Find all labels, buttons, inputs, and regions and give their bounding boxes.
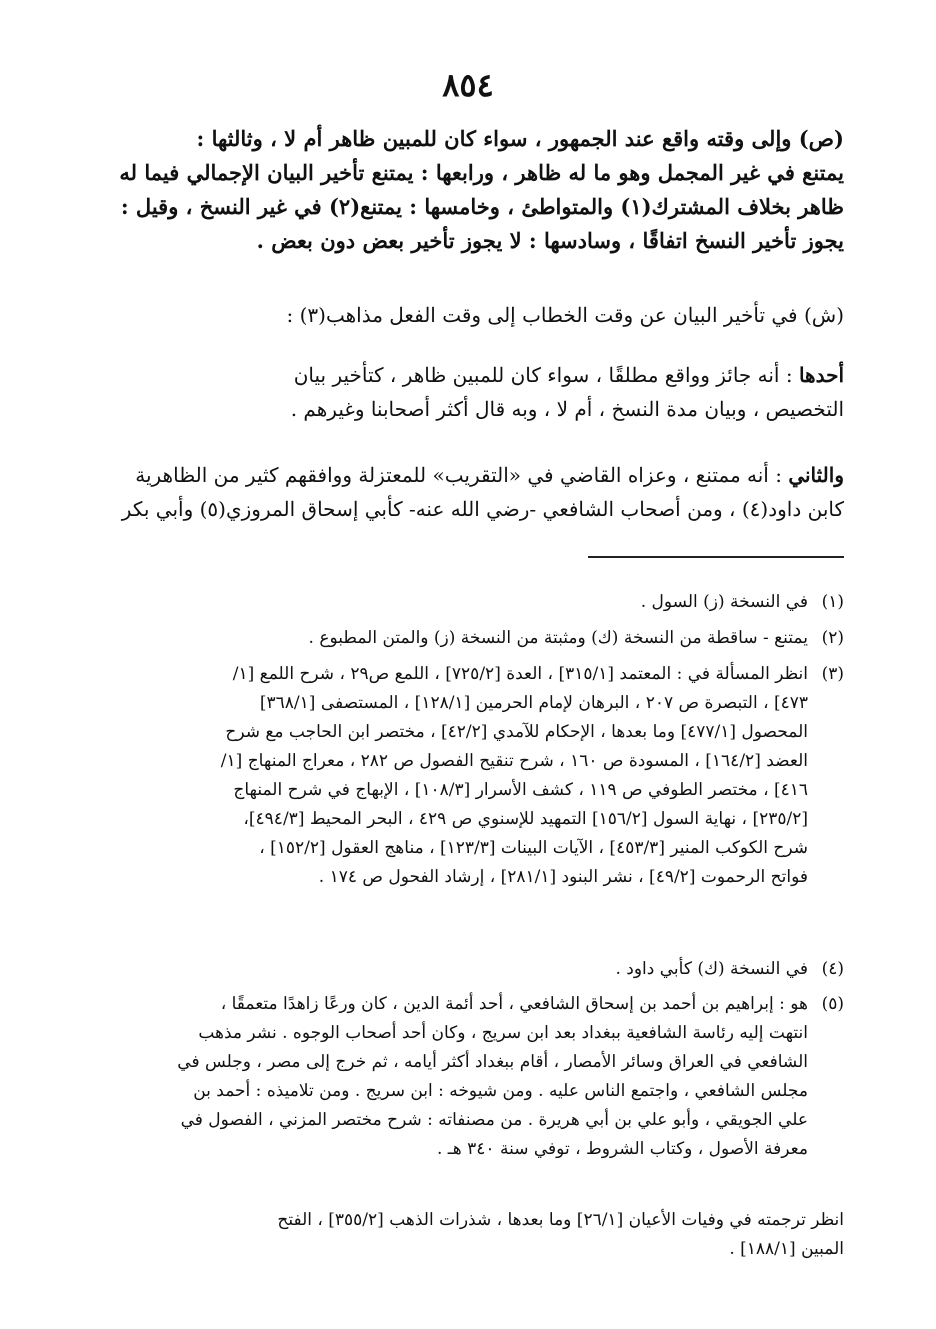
second-opinion-paragraph bbox=[84, 458, 844, 526]
footnote-mark: (١) bbox=[821, 592, 844, 612]
footnote-line: العضد [١٦٤/٢] ، المسودة ص ١٦٠ ، شرح تنقيح الفصول ص ٢٨٢ ، معراج المنهاج [١/ bbox=[220, 751, 808, 771]
sharh-intro bbox=[84, 298, 844, 332]
matn-line: يمتنع في غير المجمل وهو ما له ظاهر ، ورابعها : يمتنع تأخير البيان الإجمالي فيما له bbox=[119, 160, 844, 185]
footnote-line: المحصول [٤٧٧/١] وما بعدها ، الإحكام للآمدي [٤٢/٢] ، مختصر ابن الحاجب مع شرح bbox=[225, 722, 808, 742]
footnote-line: الشافعي في العراق وسائر الأمصار ، أقام ببغداد أكثر أيامه ، ثم خرج إلى مصر ، وجلس في bbox=[177, 1052, 808, 1072]
footnote-3 bbox=[84, 660, 844, 892]
footnote-4 bbox=[84, 955, 844, 984]
footnote-line: شرح الكوكب المنير [٤٥٣/٣] ، الآيات البينات [١٢٣/٣] ، مناهج العقول [١٥٢/٢] ، bbox=[259, 838, 808, 858]
footnote-mark: (٤) bbox=[821, 959, 844, 979]
footnote-line: انظر المسألة في : المعتمد [٣١٥/١] ، العدة [٧٢٥/٢] ، اللمع ص٢٩ ، شرح اللمع [١/ bbox=[232, 664, 808, 684]
opinion-lead: والثاني bbox=[788, 463, 844, 487]
footnote-line: انظر ترجمته في وفيات الأعيان [٢٦/١] وما بعدها ، شذرات الذهب [٣٥٥/٢] ، الفتح bbox=[277, 1210, 844, 1230]
matn-line: ظاهر بخلاف المشترك(١) والمتواطئ ، وخامسها : يمتنع(٢) في غير النسخ ، وقيل : bbox=[120, 194, 844, 219]
matn-line: يجوز تأخير النسخ اتفاقًا ، وسادسها : لا يجوز تأخير بعض دون بعض . bbox=[256, 228, 844, 253]
footnote-line: انتهت إليه رئاسة الشافعية ببغداد بعد ابن سريج ، وكان أحد أصحاب الوجوه . نشر مذهب bbox=[198, 1023, 808, 1043]
paragraph-line: كابن داود(٤) ، ومن أصحاب الشافعي -رضي الله عنه- كأبي إسحاق المروزي(٥) وأبي بكر bbox=[121, 497, 844, 521]
matn-text bbox=[84, 122, 844, 258]
paragraph-line: التخصيص ، وبيان مدة النسخ ، أم لا ، وبه قال أكثر أصحابنا وغيرهم . bbox=[290, 397, 844, 421]
opinion-text: : أنه ممتنع ، وعزاه القاضي في «التقريب» للمعتزلة ووافقهم كثير من الظاهرية bbox=[135, 463, 782, 487]
matn-line: (ص) وإلى وقته واقع عند الجمهور ، سواء كان للمبين ظاهر أم لا ، وثالثها : bbox=[196, 126, 844, 151]
footnote-line: المبين [١٨٨/١] . bbox=[729, 1239, 844, 1259]
footnote-line: معرفة الأصول ، وكتاب الشروط ، توفي سنة ٣٤٠ هـ . bbox=[437, 1139, 808, 1159]
footnote-line: في النسخة (ز) السول . bbox=[640, 592, 808, 612]
footnote-5-references bbox=[84, 1206, 844, 1264]
footnote-line: ٤٧٣] ، التبصرة ص ٢٠٧ ، البرهان لإمام الحرمين [١٢٨/١] ، المستصفى [٣٦٨/١] bbox=[259, 693, 808, 713]
footnote-mark: (٢) bbox=[821, 628, 844, 648]
footnote-mark: (٣) bbox=[821, 664, 844, 684]
page-number: ٨٥٤ bbox=[442, 66, 494, 104]
footnote-line: ٤١٦] ، مختصر الطوفي ص ١١٩ ، كشف الأسرار [١٠٨/٣] ، الإبهاج في شرح المنهاج bbox=[233, 780, 808, 800]
footnote-line: علي الجويقي ، وأبو علي بن أبي هريرة . من مصنفاته : شرح مختصر المزني ، الفصول في bbox=[180, 1110, 808, 1130]
paragraph-line bbox=[84, 458, 844, 492]
footnote-2 bbox=[84, 624, 844, 653]
footnote-mark: (٥) bbox=[821, 994, 844, 1014]
footnote-line: يمتنع - ساقطة من النسخة (ك) ومثبتة من النسخة (ز) والمتن المطبوع . bbox=[308, 628, 808, 648]
footnote-line: فواتح الرحموت [٤٩/٢] ، نشر البنود [٢٨١/١] ، إرشاد الفحول ص ١٧٤ . bbox=[318, 867, 808, 887]
footnote-line: هو : إبراهيم بن أحمد بن إسحاق الشافعي ، أحد أئمة الدين ، كان ورعًا زاهدًا متعمقًا ، bbox=[220, 994, 808, 1014]
paragraph-line bbox=[84, 358, 844, 392]
opinion-lead: أحدها bbox=[798, 363, 844, 387]
footnote-5 bbox=[84, 990, 844, 1164]
footnote-separator bbox=[588, 556, 844, 558]
opinion-text: : أنه جائز وواقع مطلقًا ، سواء كان للمبين ظاهر ، كتأخير بيان bbox=[293, 363, 793, 387]
footnote-1 bbox=[84, 588, 844, 617]
footnote-line: في النسخة (ك) كأبي داود . bbox=[615, 959, 808, 979]
sharh-intro-line: (ش) في تأخير البيان عن وقت الخطاب إلى وقت الفعل مذاهب(٣) : bbox=[286, 303, 844, 327]
footnote-line: مجلس الشافعي ، واجتمع الناس عليه . ومن شيوخه : ابن سريج . ومن تلاميذه : أحمد بن bbox=[193, 1081, 808, 1101]
footnote-line: [٢٣٥/٢] ، نهاية السول [١٥٦/٢] التمهيد للإسنوي ص ٤٢٩ ، البحر المحيط [٤٩٤/٣]، bbox=[243, 809, 808, 829]
first-opinion-paragraph bbox=[84, 358, 844, 426]
